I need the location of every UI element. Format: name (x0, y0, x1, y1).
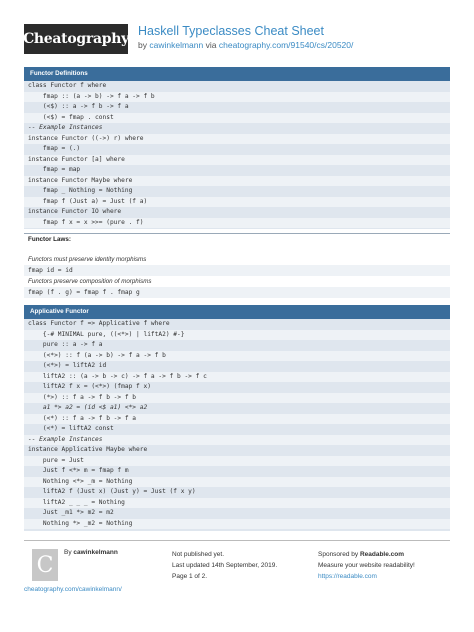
page-header (0, 0, 474, 62)
code-line: class Functor f where (28, 82, 107, 89)
code-line: fmap :: (a -> b) -> f a -> f b (24, 92, 450, 103)
functor-code-block (24, 81, 450, 229)
code-line: liftA2 f (Just x) (Just y) = Just (f x y) (28, 488, 196, 495)
footer-author (64, 549, 118, 556)
page-number: Page 1 of 2. (172, 573, 208, 580)
sheet-url-link[interactable]: cheatography.com/91540/cs/20520/ (218, 40, 354, 50)
code-line: fmap = (.) (28, 145, 81, 152)
code-comment: -- Example Instances (28, 124, 103, 131)
code-line: Just f <*> m = fmap f m (28, 467, 129, 474)
code-line: (<*) :: f a -> f b -> f a (24, 414, 450, 425)
law-description: Functors preserve composition of morphisms (28, 278, 152, 285)
code-line: pure :: a -> f a (28, 341, 103, 348)
code-line: (<*) = liftA2 const (28, 425, 114, 432)
by-prefix: by (138, 40, 147, 50)
code-line: instance Functor Maybe where (24, 176, 450, 187)
code-line: (<*>) = liftA2 id (28, 362, 107, 369)
law-code: fmap (f . g) = fmap f . fmap g (24, 287, 450, 298)
code-line: class Functor f => Applicative f where (28, 320, 170, 327)
code-comment: -- Example Instances (24, 435, 450, 446)
author-link[interactable]: cawinkelmann (149, 40, 204, 50)
sponsor-link[interactable]: https://readable.com (318, 573, 377, 580)
code-line: fmap = map (28, 166, 81, 173)
code-line: liftA2 f x = (<*>) (fmap f x) (28, 383, 151, 390)
cheatography-logo[interactable]: Cheatography (24, 24, 128, 54)
footer-author-link[interactable]: cheatography.com/cawinkelmann/ (24, 586, 122, 593)
code-line: instance Functor ((->) r) where (24, 134, 450, 145)
code-line: {-# MINIMAL pure, ((<*>) | liftA2) #-} (24, 330, 450, 341)
sponsor-line (318, 549, 415, 560)
code-line: (*>) :: f a -> f b -> f b (24, 393, 450, 404)
code-line: Nothing <*> _m = Nothing (24, 477, 450, 488)
code-line: instance Applicative Maybe where (28, 446, 148, 453)
code-line: pure = Just (24, 456, 450, 467)
applicative-code-block (24, 319, 450, 531)
author-avatar[interactable]: C (32, 549, 58, 581)
footer-sponsor (318, 549, 415, 582)
footer-meta (172, 549, 277, 582)
sponsor-text: Measure your website readability! (318, 562, 415, 569)
page-footer (24, 540, 450, 600)
code-line: fmap f (Just a) = Just (f a) (24, 197, 450, 208)
code-line: liftA2 :: (a -> b -> c) -> f a -> f b -> f c (24, 372, 450, 383)
code-line: Just _m1 *> m2 = m2 (28, 509, 114, 516)
code-line: a1 *> a2 = (id <$ a1) <*> a2 (28, 404, 148, 411)
publish-status: Not published yet. (172, 551, 225, 558)
code-line: fmap _ Nothing = Nothing (28, 187, 133, 194)
code-line: instance Functor IO where (28, 208, 122, 215)
functor-laws-heading: Functor Laws: (24, 233, 450, 245)
code-line: (<$) = fmap . const (24, 113, 450, 124)
code-line: Nothing *> _m2 = Nothing (24, 519, 450, 530)
footer-author-name[interactable]: cawinkelmann (73, 549, 118, 556)
page-title: Haskell Typeclasses Cheat Sheet (138, 24, 324, 38)
law-description: Functors must preserve identity morphisms (28, 256, 147, 263)
code-line: instance Functor [a] where (24, 155, 450, 166)
applicative-section-heading: Applicative Functor (24, 305, 450, 319)
via-label: via (205, 40, 217, 50)
code-line: fmap f x = x >>= (pure . f) (24, 218, 450, 229)
last-updated: Last updated 14th September, 2019. (172, 562, 278, 569)
byline (138, 40, 353, 50)
functor-section-heading: Functor Definitions (24, 67, 450, 81)
sponsor-prefix: Sponsored by (318, 551, 359, 558)
code-line: (<*>) :: f (a -> b) -> f a -> f b (24, 351, 450, 362)
code-line: liftA2 _ _ _ = Nothing (24, 498, 450, 509)
code-line: (<$) :: a -> f b -> f a (28, 103, 129, 110)
sponsor-name[interactable]: Readable.com (359, 551, 405, 558)
footer-by-label: By (64, 549, 72, 556)
law-code: fmap id = id (24, 265, 450, 276)
